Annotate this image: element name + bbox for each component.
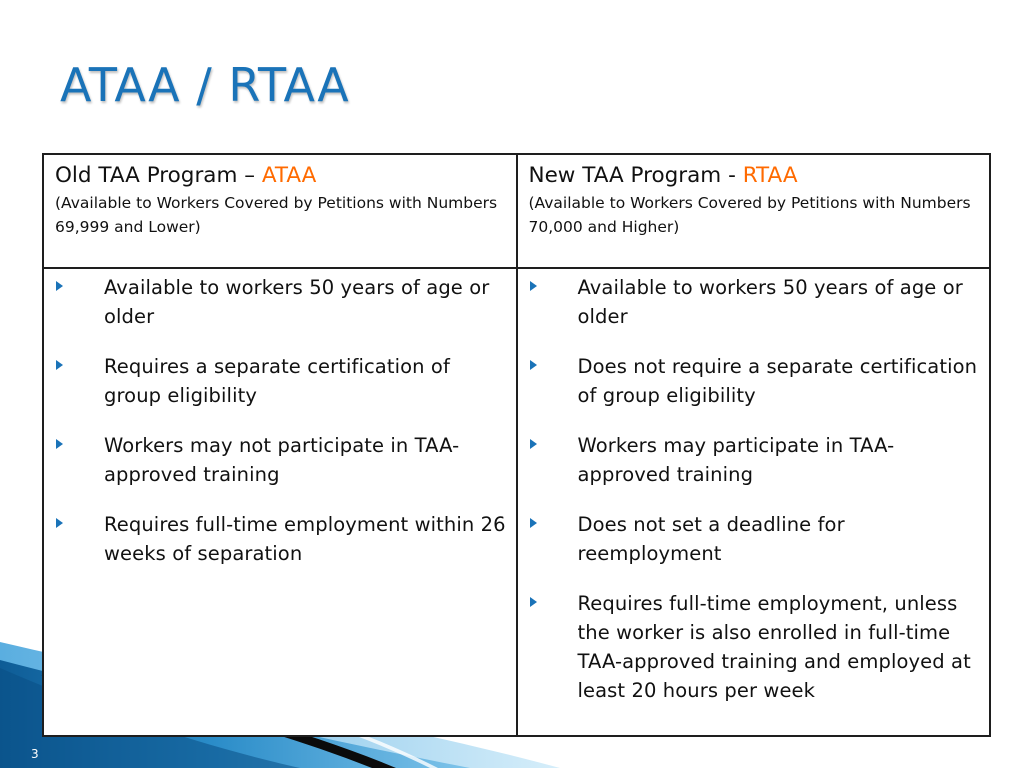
- slide-number: 3: [31, 747, 39, 761]
- bullet-text: Workers may not participate in TAA-approved training: [104, 434, 460, 486]
- body-cell-old-program: [43, 268, 517, 736]
- comparison-table: [42, 153, 991, 737]
- bullet-text: Workers may participate in TAA-approved training: [577, 434, 895, 486]
- triangle-bullet-icon: [56, 518, 63, 528]
- bullet-text: Does not require a separate certification of group eligibility: [577, 355, 978, 407]
- triangle-bullet-icon: [530, 518, 537, 528]
- triangle-bullet-icon: [530, 439, 537, 449]
- list-item: [54, 431, 508, 489]
- bullet-text: Requires a separate certification of group eligibility: [104, 355, 450, 407]
- heading-accent-rtaa: RTAA: [742, 163, 798, 188]
- table-body-row: [43, 268, 990, 736]
- bullet-list-new: [528, 273, 982, 705]
- slide-title: ATAA / RTAA: [60, 58, 350, 112]
- column-subheading-old: (Available to Workers Covered by Petitions with Numbers 69,999 and Lower): [55, 194, 498, 236]
- bullet-text: Available to workers 50 years of age or older: [577, 276, 963, 328]
- column-heading-new: [529, 161, 982, 191]
- triangle-bullet-icon: [56, 360, 63, 370]
- list-item: [528, 273, 982, 331]
- triangle-bullet-icon: [56, 439, 63, 449]
- triangle-bullet-icon: [530, 360, 537, 370]
- list-item: [528, 510, 982, 568]
- header-cell-new-program: [517, 154, 991, 268]
- bullet-text: Requires full-time employment, unless the worker is also enrolled in full-time TAA-approved training and employed at least 20 hours per week: [577, 592, 971, 702]
- triangle-bullet-icon: [56, 281, 63, 291]
- heading-prefix: Old TAA Program –: [55, 163, 262, 188]
- list-item: [54, 273, 508, 331]
- heading-accent-ataa: ATAA: [261, 163, 317, 188]
- body-cell-new-program: [517, 268, 991, 736]
- heading-prefix: New TAA Program -: [528, 163, 743, 188]
- triangle-bullet-icon: [530, 281, 537, 291]
- header-cell-old-program: [43, 154, 517, 268]
- bullet-text: Available to workers 50 years of age or older: [104, 276, 490, 328]
- table-header-row: [43, 154, 990, 268]
- bullet-list-old: [54, 273, 508, 568]
- bullet-text: Requires full-time employment within 26 weeks of separation: [104, 513, 506, 565]
- list-item: [528, 431, 982, 489]
- triangle-bullet-icon: [530, 597, 537, 607]
- bullet-text: Does not set a deadline for reemployment: [577, 513, 845, 565]
- list-item: [54, 510, 508, 568]
- list-item: [54, 352, 508, 410]
- column-heading-old: [55, 161, 508, 191]
- list-item: [528, 589, 982, 705]
- list-item: [528, 352, 982, 410]
- column-subheading-new: (Available to Workers Covered by Petitions with Numbers 70,000 and Higher): [528, 194, 971, 236]
